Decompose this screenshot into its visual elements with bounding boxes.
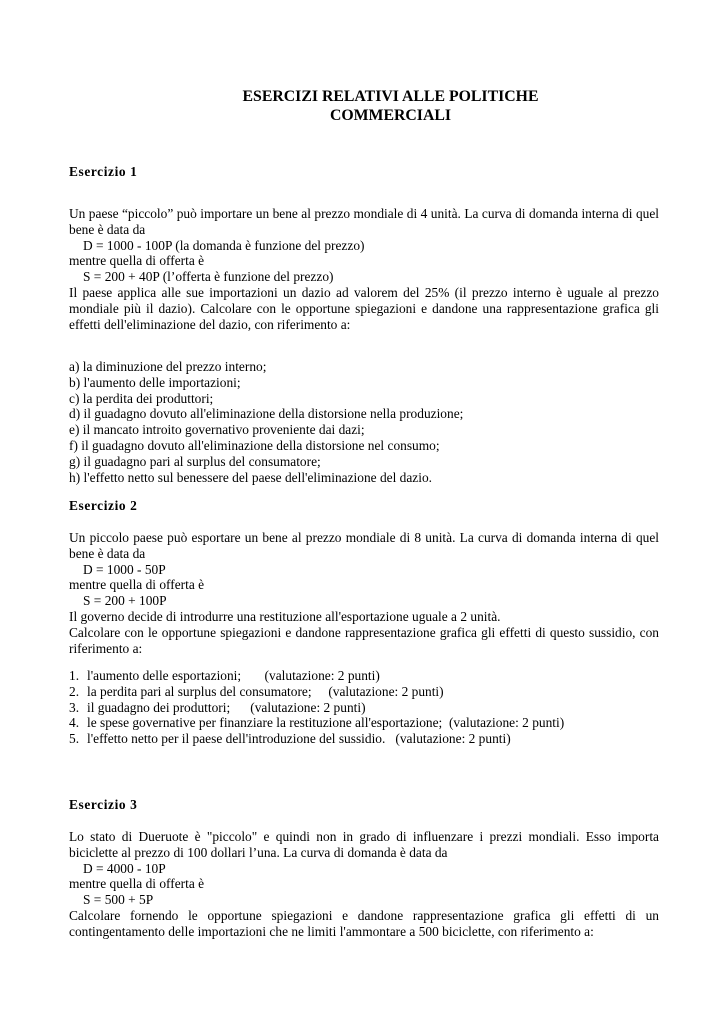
exercise-3-intro: Lo stato di Dueruote è "piccolo" e quindi non in grado di influenzare i prezzi mondiali. Esso importa biciclette al prezzo di 100 dollari l’una. La curva di domanda è data da xyxy=(69,829,659,860)
exercise-1-supply-intro: mentre quella di offerta è xyxy=(69,253,205,269)
exercise-2-text-2: Calcolare con le opportune spiegazioni e dandone rappresentazione grafica gli effetti di questo sussidio, con riferimento a: xyxy=(69,624,659,656)
exercise-1-description: Il paese applica alle sue importazioni un dazio ad valorem del 25% (il prezzo interno è uguale al prezzo mondiale più il dazio). Calcolare con le opportune spiegazioni e dandone una rappresentazione grafica gli effetti dell'eliminazione del dazio, con riferimento a: xyxy=(69,284,659,332)
exercise-1-text xyxy=(69,206,659,332)
list-item: d) il guadagno dovuto all'eliminazione della distorsione nella produzione; xyxy=(69,406,464,422)
exercise-3-text xyxy=(69,829,659,940)
list-item: c) la perdita dei produttori; xyxy=(69,390,214,406)
list-item: 1. l'aumento delle esportazioni; (valutazione: 2 punti) xyxy=(69,668,380,683)
exercise-3-heading: Esercizio 3 xyxy=(69,797,138,812)
exercise-2-list xyxy=(69,668,659,747)
exercise-3-supply-intro: mentre quella di offerta è xyxy=(69,876,205,892)
exercise-1-supply: S = 200 + 40P (l’offerta è funzione del prezzo) xyxy=(83,269,334,285)
exercise-3-demand: D = 4000 - 10P xyxy=(83,860,166,876)
exercise-1-heading: Esercizio 1 xyxy=(69,164,138,179)
exercise-1-demand: D = 1000 - 100P (la domanda è funzione del prezzo) xyxy=(83,237,365,253)
exercise-1-list xyxy=(69,359,659,485)
list-item: e) il mancato introito governativo proveniente dai dazi; xyxy=(69,422,365,438)
list-item: h) l'effetto netto sul benessere del paese dell'eliminazione del dazio. xyxy=(69,469,433,485)
title-line-2: COMMERCIALI xyxy=(329,107,452,124)
list-item: 2. la perdita pari al surplus del consumatore; (valutazione: 2 punti) xyxy=(69,683,444,699)
list-item: a) la diminuzione del prezzo interno; xyxy=(69,359,267,374)
document-title xyxy=(0,87,724,125)
list-item: b) l'aumento delle importazioni; xyxy=(69,374,241,390)
exercise-2-text xyxy=(69,530,659,656)
exercise-2-supply: S = 200 + 100P xyxy=(83,593,167,609)
exercise-2-heading: Esercizio 2 xyxy=(69,498,138,513)
exercise-2-demand: D = 1000 - 50P xyxy=(83,561,166,577)
list-item: 4. le spese governative per finanziare la restituzione all'esportazione; (valutazione: 2 punti) xyxy=(69,715,565,731)
list-item: f) il guadagno dovuto all'eliminazione della distorsione nel consumo; xyxy=(69,437,440,453)
exercise-2-supply-intro: mentre quella di offerta è xyxy=(69,577,205,593)
list-item: 3. il guadagno dei produttori; (valutazione: 2 punti) xyxy=(69,699,366,715)
exercise-3-description: Calcolare fornendo le opportune spiegazioni e dandone rappresentazione grafica gli effetti di un contingentamento delle importazioni che ne limiti l'ammontare a 500 biciclette, con riferimento a: xyxy=(69,907,659,939)
title-line-1: ESERCIZI RELATIVI ALLE POLITICHE xyxy=(242,88,539,105)
exercise-2-intro: Un piccolo paese può esportare un bene al prezzo mondiale di 8 unità. La curva di domanda interna di quel bene è data da xyxy=(69,530,659,561)
list-item: 5. l'effetto netto per il paese dell'introduzione del sussidio. (valutazione: 2 punti) xyxy=(69,731,511,747)
exercise-2-text-1: Il governo decide di introdurre una restituzione all'esportazione uguale a 2 unità. xyxy=(69,608,501,624)
exercise-1-intro: Un paese “piccolo” può importare un bene al prezzo mondiale di 4 unità. La curva di domanda interna di quel bene è data da xyxy=(69,206,659,237)
list-item: g) il guadagno pari al surplus del consumatore; xyxy=(69,453,321,469)
exercise-3-supply: S = 500 + 5P xyxy=(83,892,154,908)
